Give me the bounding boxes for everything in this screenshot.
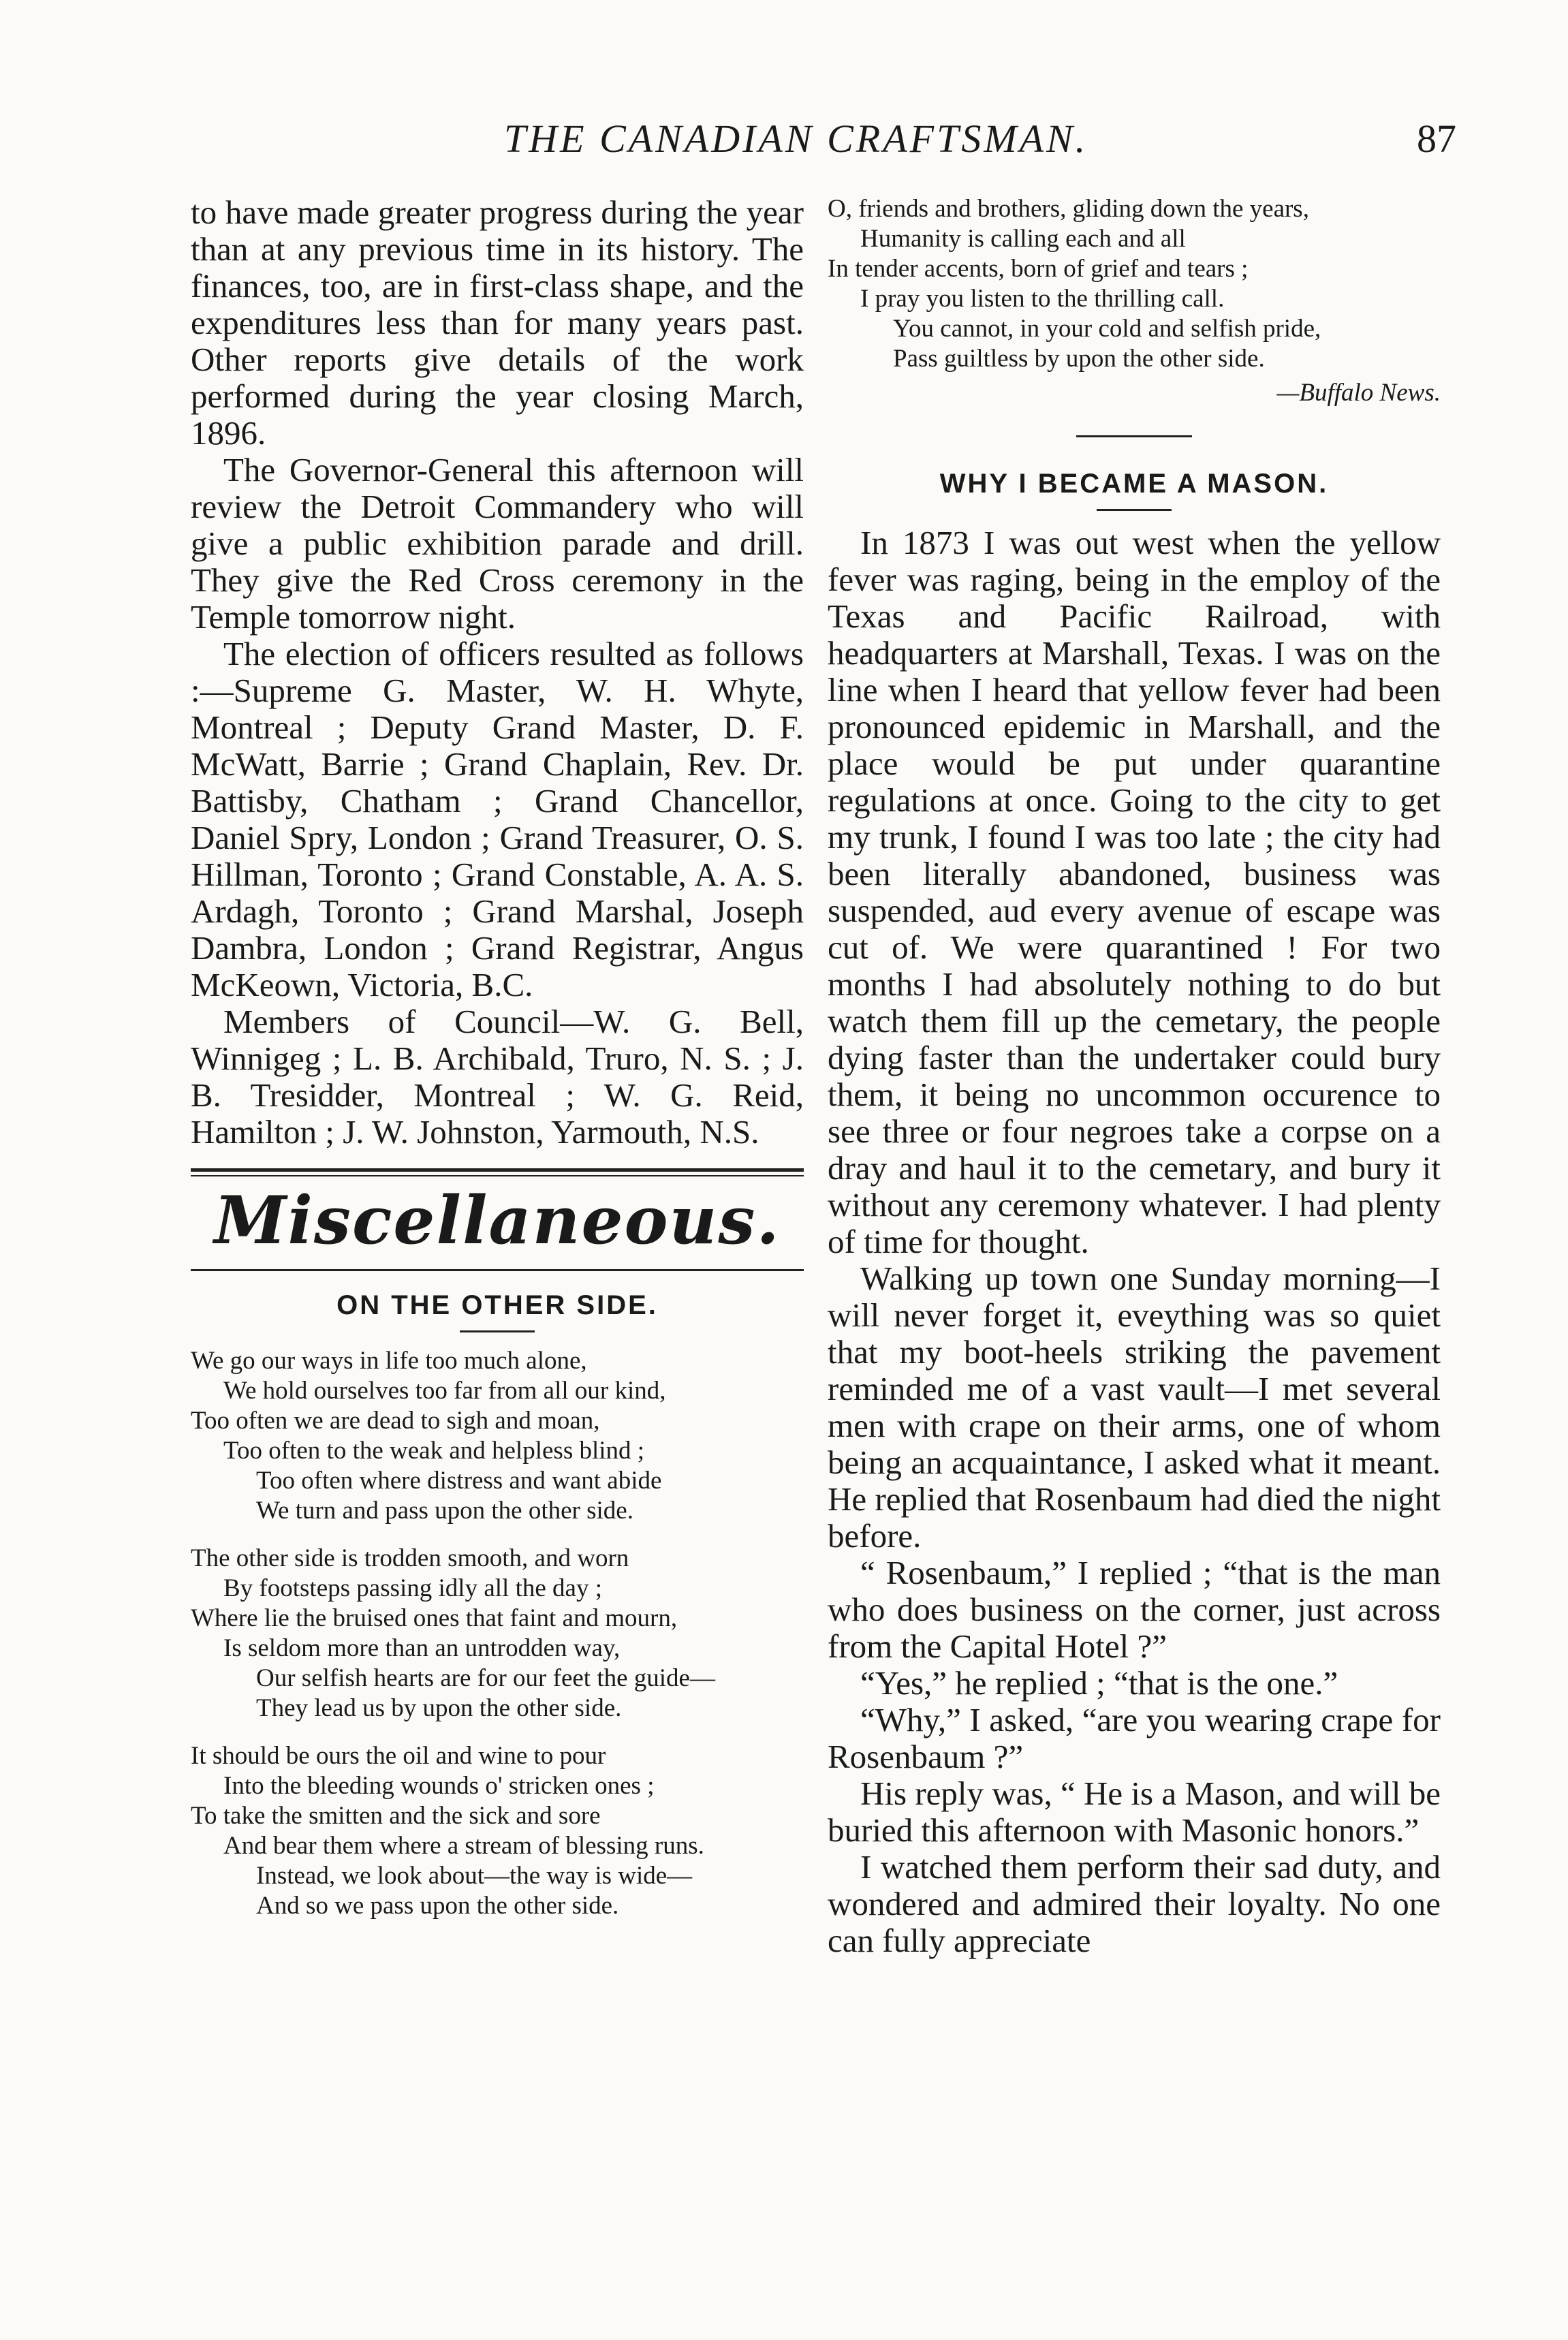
paragraph: Walking up town one Sunday morning—I will never forget it, eveything was so quiet that my boot-heels striking the pavement reminded me of a vast vault—I met several men with crape on their arms, one of whom being an acquaintance, I asked what it meant. He replied that Rosenbaum had died the night before. xyxy=(828,1260,1441,1555)
poem-line: Into the bleeding wounds o' stricken ones ; xyxy=(223,1772,655,1800)
paragraph: The Governor-General this afternoon will review the Detroit Commandery who will give a public exhibition parade and drill. They give the Red Cross ceremony in the Temple tomorrow night. xyxy=(191,451,804,636)
poem-line: We go our ways in life too much alone, xyxy=(191,1347,587,1375)
paragraph: His reply was, “ He is a Mason, and will be buried this afternoon with Masonic honors.” xyxy=(828,1775,1441,1849)
poem-stanza xyxy=(191,1346,804,1526)
poem-line: Humanity is calling each and all xyxy=(860,225,1186,253)
section-divider xyxy=(191,1269,804,1271)
poem-line: It should be ours the oil and wine to pour xyxy=(191,1742,606,1770)
paragraph: “ Rosenbaum,” I replied ; “that is the man who does business on the corner, just across from the Capital Hotel ?” xyxy=(828,1554,1441,1665)
article-body xyxy=(828,525,1441,1959)
heading-rule xyxy=(1097,509,1172,511)
poem-line: I pray you listen to the thrilling call. xyxy=(860,285,1225,313)
poem-line: Too often where distress and want abide xyxy=(256,1467,662,1495)
poem-heading: ON THE OTHER SIDE. xyxy=(336,1290,658,1320)
poem-line: To take the smitten and the sick and sore xyxy=(191,1802,601,1830)
poem-stanza xyxy=(191,1741,804,1921)
poem-attribution: —Buffalo News. xyxy=(1276,379,1441,407)
section-title: Miscellaneous. xyxy=(214,1182,781,1259)
poem-line: You cannot, in your cold and selfish pride, xyxy=(893,315,1321,343)
page-number: 87 xyxy=(1417,116,1456,161)
poem-line: Where lie the bruised ones that faint and mourn, xyxy=(191,1604,678,1632)
section-divider xyxy=(191,1168,804,1176)
poem-line: Instead, we look about—the way is wide— xyxy=(256,1862,693,1890)
poem-stanza xyxy=(191,1544,804,1723)
poem-line: In tender accents, born of grief and tears ; xyxy=(828,255,1249,283)
poem-line: Is seldom more than an untrodden way, xyxy=(223,1634,621,1662)
poem xyxy=(191,1346,804,1921)
paragraph: “Why,” I asked, “are you wearing crape for Rosenbaum ?” xyxy=(828,1701,1441,1775)
article-separator xyxy=(1076,435,1192,437)
paragraph: In 1873 I was out west when the yellow fever was raging, being in the employ of the Texas and Pacific Railroad, with headquarters at Marshall, Texas. I was on the line when I heard that yellow fever had been pronounced epidemic in Marshall, and the place would be put under quarantine regulations at once. Going to the city to get my trunk, I found I was too late ; the city had been literally abandoned, business was suspended, aud every avenue of escape was cut of. We were quarantined ! For two months I had absolutely nothing to do but watch them fill up the cemetary, the people dying faster than the undertaker could bury them, it being no uncommon occurence to see three or four negroes take a corpse on a dray and haul it to the cemetary, and bury it without any ceremony whatever. I had plenty of time for thought. xyxy=(828,524,1441,1260)
poem-continuation xyxy=(828,194,1441,408)
paragraph: “Yes,” he replied ; “that is the one.” xyxy=(860,1664,1338,1702)
poem-line: We turn and pass upon the other side. xyxy=(256,1497,633,1525)
poem-line: And so we pass upon the other side. xyxy=(256,1892,619,1920)
poem-stanza xyxy=(828,194,1441,374)
left-column xyxy=(191,194,804,1939)
paragraph: Members of Council—W. G. Bell, Winnigeg ; L. B. Archibald, Truro, N. S. ; J. B. Tresidder, Montreal ; W. G. Reid, Hamilton ; J. W. Johnston, Yarmouth, N.S. xyxy=(191,1003,804,1151)
poem-line: Too often we are dead to sigh and moan, xyxy=(191,1407,600,1435)
poem-line: By footsteps passing idly all the day ; xyxy=(223,1574,602,1602)
poem-line: Our selfish hearts are for our feet the guide— xyxy=(256,1664,715,1692)
poem-line: The other side is trodden smooth, and worn xyxy=(191,1544,629,1572)
paragraph: The election of officers resulted as follows :—Supreme G. Master, W. H. Whyte, Montreal ; Deputy Grand Master, D. F. McWatt, Barrie ; Grand Chaplain, Rev. Dr. Battisby, Chatham ; Grand Chancellor, Daniel Spry, London ; Grand Treasurer, O. S. Hillman, Toronto ; Grand Constable, A. A. S. Ardagh, Toronto ; Grand Marshal, Joseph Dambra, London ; Grand Registrar, Angus McKeown, Victoria, B.C. xyxy=(191,635,804,1003)
poem-line: And bear them where a stream of blessing runs. xyxy=(223,1832,704,1860)
poem-line: O, friends and brothers, gliding down the years, xyxy=(828,195,1309,223)
heading-rule xyxy=(460,1330,535,1332)
article-heading: WHY I BECAME A MASON. xyxy=(939,469,1329,499)
running-header-title: THE CANADIAN CRAFTSMAN. xyxy=(504,116,1088,161)
poem-line: Pass guiltless by upon the other side. xyxy=(893,345,1265,373)
paragraph: to have made greater progress during the year than at any previous time in its history. The finances, too, are in first-class shape, and the expenditures less than for many years past. Other reports give details of the work performed during the year closing March, 1896. xyxy=(191,193,804,452)
poem-line: They lead us by upon the other side. xyxy=(256,1694,622,1722)
poem-line: We hold ourselves too far from all our kind, xyxy=(223,1377,666,1405)
right-column xyxy=(828,194,1441,1959)
left-prose xyxy=(191,194,804,1151)
paragraph: I watched them perform their sad duty, and wondered and admired their loyalty. No one can fully appreciate xyxy=(828,1848,1441,1959)
poem-line: Too often to the weak and helpless blind ; xyxy=(223,1437,645,1465)
